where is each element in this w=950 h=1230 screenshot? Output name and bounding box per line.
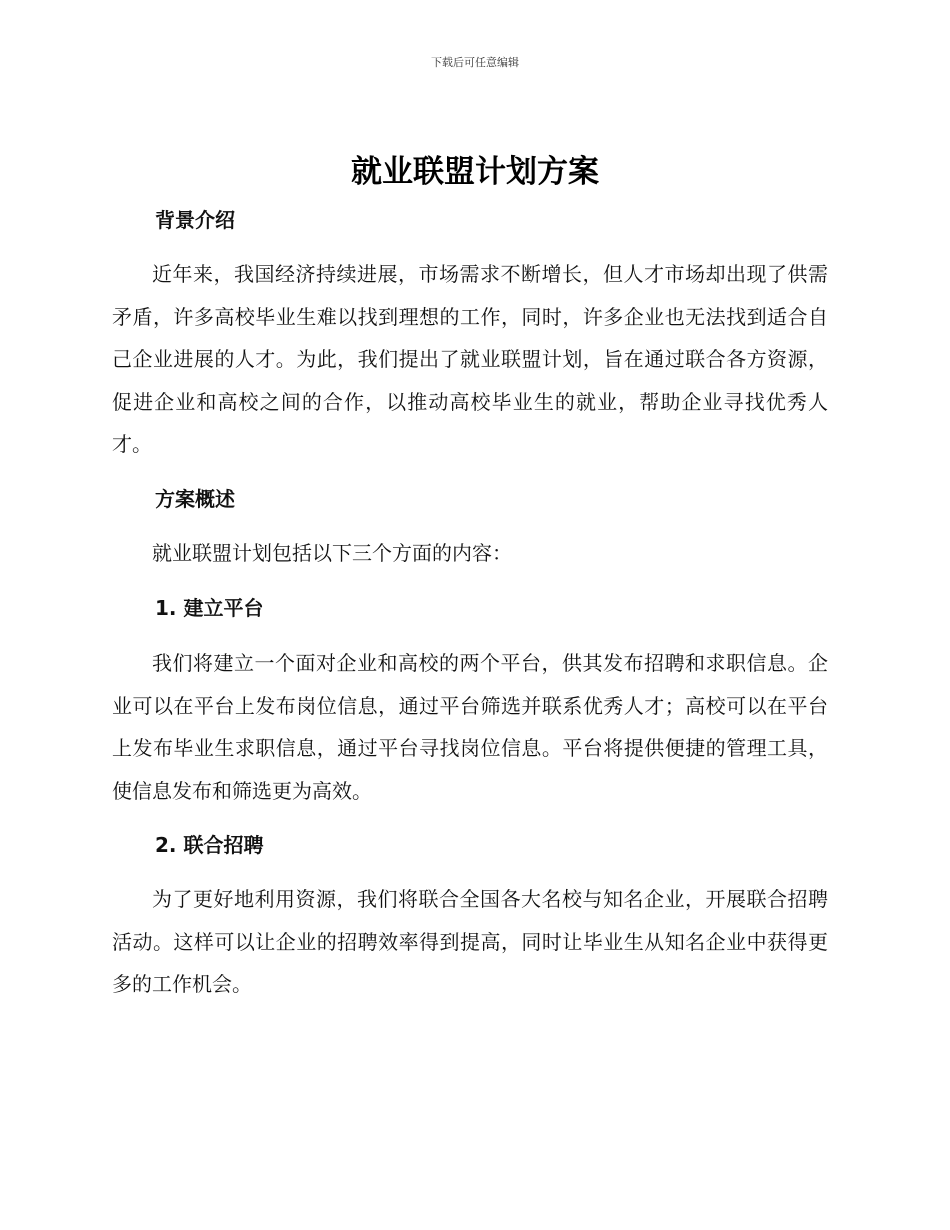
paragraph-background: 近年来，我国经济持续进展，市场需求不断增长，但人才市场却出现了供需矛盾，许多高校毕业生难以找到理想的工作，同时，许多企业也无法找到适合自己企业进展的人才。为此，我们提出了就业联盟计划，旨在通过联合各方资源，促进企业和高校之间的合作，以推动高校毕业生的就业，帮助企业寻找优秀人才。 — [112, 262, 828, 456]
section-heading-joint-recruitment: 2. 联合招聘 — [155, 833, 264, 857]
section-heading-platform: 1. 建立平台 — [155, 596, 264, 620]
section-heading-background: 背景介绍 — [155, 208, 235, 232]
paragraph-joint-recruitment: 为了更好地利用资源，我们将联合全国各大名校与知名企业，开展联合招聘活动。这样可以让企业的招聘效率得到提高，同时让毕业生从知名企业中获得更多的工作机会。 — [112, 887, 828, 996]
document-title: 就业联盟计划方案 — [351, 154, 599, 190]
section-heading-overview: 方案概述 — [155, 487, 235, 511]
page-header-note: 下载后可任意编辑 — [431, 56, 519, 69]
paragraph-platform: 我们将建立一个面对企业和高校的两个平台，供其发布招聘和求职信息。企业可以在平台上发布岗位信息，通过平台筛选并联系优秀人才；高校可以在平台上发布毕业生求职信息，通过平台寻找岗位信息。平台将提供便捷的管理工具，使信息发布和筛选更为高效。 — [112, 651, 828, 803]
paragraph-overview: 就业联盟计划包括以下三个方面的内容： — [152, 541, 512, 565]
